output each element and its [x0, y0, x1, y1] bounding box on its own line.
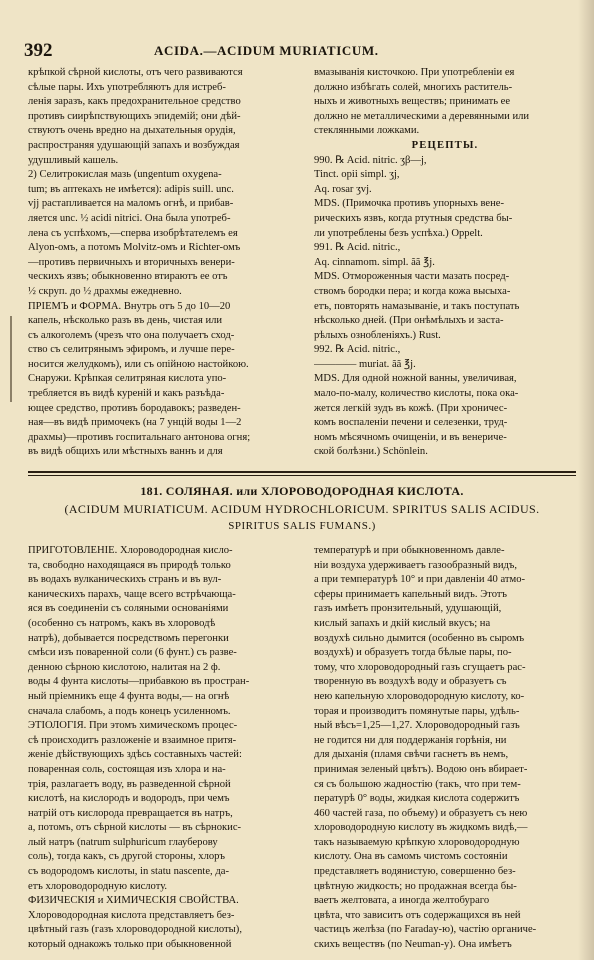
text-line: воды 4 фунта кислоты—прибавкою въ простран- [28, 676, 250, 688]
text-line: ныхъ и животныхъ веществъ; принимать ее [314, 96, 511, 108]
text-line: капель, нѣсколько разъ въ день, чистая или [28, 315, 223, 327]
section-divider [28, 471, 576, 473]
text-line: такъ называемую крѣпкую хлороводородную [314, 836, 520, 848]
text-line: ніи воздуха удерживаетъ газообразный видъ, [314, 559, 518, 571]
text-line: принимая зеленый цвѣтъ). Водою онъ вбирает- [314, 763, 528, 775]
text-line: Aq. cinnamom. simpl. ãã ℥j. [314, 256, 435, 268]
text-line: кислотѣ, на кислородъ и водородъ, при чемъ [28, 793, 230, 805]
text-line: сѣлые пары. Ихъ употребляютъ для истреб- [28, 81, 226, 93]
text-line: крѣпкой сѣрной кислоты, отъ чего развиваются [28, 67, 243, 78]
text-line: сначала слабомъ, а подъ конецъ усиленномъ. [28, 705, 231, 717]
text-line: для дыханія (пламя свѣчи гаснетъ въ немъ, [314, 749, 509, 761]
text-line: распространяя удушающій запахъ и возбуждая [28, 139, 240, 151]
text-line: жется легкій зудъ въ кожѣ. (При хроничес- [314, 402, 508, 414]
text-line: пературѣ 0° воды, жидкая кислота содержитъ [314, 793, 520, 805]
text-line: —противъ первичныхъ и вторичныхъ венери- [28, 256, 235, 268]
text-line: та, свободно находящаяся въ природѣ только [28, 559, 231, 571]
text-line: номъ мѣсячномъ очищеніи, и въ венериче- [314, 431, 507, 443]
text-line: представляетъ водянистую, совершенно без- [314, 866, 516, 878]
text-line: цвѣта, что зависитъ отъ содержащихся въ ней [314, 909, 521, 921]
text-line: натрѣ), добывается посредствомъ перегонки [28, 632, 229, 644]
text-line: должно не металлическими а деревянными или [314, 110, 530, 122]
text-line: мало-по-малу, количество кислоты, пока ока- [314, 388, 519, 400]
text-line: цвѣтный газъ (газъ хлороводородной кислоты), [28, 924, 242, 936]
text-line: ПРИГОТОВЛЕНІЕ. Хлороводородная кисло- [28, 545, 233, 556]
text-line: 2) Селитрокислая мазь (ungentum oxygena- [28, 169, 222, 181]
text-line: не годится ни для поддержанія горѣнія, ни [314, 734, 507, 746]
text-line: яся въ соединеніи съ соляными основаніями [28, 603, 229, 615]
text-line: ствуютъ очень вредно на дыхательныя орудія, [28, 125, 236, 137]
text-line: vjj растапливается на маломъ огнѣ, и прибав- [28, 198, 234, 210]
text-line: 990. ℞ Acid. nitric. ʒβ—j, [314, 154, 427, 166]
text-column-bottom-right [314, 544, 576, 953]
text-line: вмазыванія кисточкою. При употребленіи ея [314, 67, 515, 78]
text-column-top-right [314, 66, 576, 460]
text-line: ный пріемникъ еще 4 фунта воды,— на огнѣ [28, 690, 230, 702]
text-column-bottom-left [28, 544, 302, 953]
text-line: Хлороводородная кислота представляетъ без- [28, 909, 235, 921]
text-line: торая и производитъ помянутые пары, удѣль- [314, 705, 520, 717]
text-line: ная—въ видѣ примочекъ (на 7 унцій воды 1—2 [28, 417, 242, 429]
text-line: ся съ большою жадностію (такъ, что при тем- [314, 778, 521, 790]
text-line: творенную въ воздухѣ воду и образуетъ съ [314, 676, 507, 688]
text-line: 460 частей газа, по объему) и образуетъ съ нею [314, 807, 528, 819]
text-line: кислоту. Она въ самомъ чистомъ состояніи [314, 851, 508, 863]
text-line: комъ воспаленіи печени и селезенки, труд- [314, 417, 508, 429]
text-line: сѣ происходитъ разложеніе и взаимное притя- [28, 734, 237, 746]
text-line: въ водахъ вулканическихъ странъ и въ вул- [28, 574, 222, 586]
text-line: драхмы)—противъ госпитальнаго антонова огня; [28, 431, 251, 443]
text-line: ПРІЕМЪ и ФОРМА. Внутрь отъ 5 до 10—20 [28, 300, 231, 312]
text-line: ный вѣсъ=1,25—1,27. Хлороводородный газъ [314, 720, 520, 732]
text-line: съ водородомъ кислоты, in statu nascente, да- [28, 866, 229, 878]
text-line: Aq. rosar ʒvj. [314, 183, 372, 195]
text-line: лена съ успѣхомъ,—сперва изобрѣтателемъ ея [28, 227, 238, 239]
text-line: Снаружи. Крѣпкая селитряная кислота упо- [28, 373, 227, 385]
text-line: частицъ желѣза (по Faraday-ю), частію органиче- [314, 924, 537, 936]
text-line: въ видѣ общихъ или мѣстныхъ ваннъ и для [28, 446, 223, 458]
section-subtitle-latin: (ACIDUM MURIATICUM. ACIDUM HYDROCHLORICUM. SPIRITUS SALIS ACIDUS. [64, 502, 540, 516]
text-line: Alyon-омъ, а потомъ Molvitz-омъ и Richter-омъ [28, 242, 241, 254]
text-line: сферы принимаетъ капельный видъ. Этотъ [314, 588, 507, 600]
text-line: температурѣ и при обыкновенномъ давле- [314, 545, 505, 556]
text-line: а, потомъ, отъ сѣрной кислоты — въ сѣрнокис- [28, 822, 242, 834]
margin-pencil-mark [10, 316, 12, 402]
text-line: натрій отъ кислорода превращается въ натръ, [28, 807, 233, 819]
section-subtitle-latin-2: SPIRITUS SALIS FUMANS.) [228, 520, 376, 532]
text-line: съ алкоголемъ (чрезъ что она получаетъ сход- [28, 329, 235, 341]
text-line: етъ хлороводородную кислоту. [28, 880, 168, 892]
text-line: ваетъ желтовата, а иногда желтобураго [314, 895, 490, 907]
text-line: газъ имѣетъ пронзительный, удушающій, [314, 603, 502, 615]
text-line: ство съ селитрянымъ эфиромъ, и лучше пере- [28, 344, 235, 356]
text-line: удушливый кашель. [28, 154, 119, 166]
text-line: ЭТІОЛОГІЯ. При этомъ химическомъ процес- [28, 720, 238, 732]
text-line: цвѣтную жидкость; но продажная всегда бы- [314, 880, 517, 892]
page-fold-shadow [578, 0, 594, 960]
text-line: смѣси изъ поваренной соли (6 фунт.) съ разве- [28, 647, 237, 659]
text-line: тому, что хлороводородный газъ сгущаетъ рас- [314, 661, 526, 673]
text-line: ли употреблены безъ успѣха.) Орреlt. [314, 227, 483, 239]
text-line: ствомъ бородки пера; и когда кожа высыха- [314, 285, 511, 297]
text-line: Tinct. opii simpl. ʒj, [314, 169, 400, 181]
text-line: хлороводородную кислоту въ жидкомъ видѣ,— [314, 822, 528, 834]
text-line: ФИЗИЧЕСКІЯ и ХИМИЧЕСКІЯ СВОЙСТВА. [28, 895, 239, 907]
text-column-top-left [28, 66, 302, 460]
text-line: ской болѣзни.) Schönlein. [314, 446, 428, 458]
text-line: РЕЦЕПТЫ. [411, 139, 479, 151]
text-line: ющее средство, противъ бородавокъ; разведен- [28, 402, 241, 414]
text-line: ческихъ язвъ; обыкновенно втираютъ ее отъ [28, 271, 228, 283]
text-line: стеклянными ложками. [314, 125, 420, 137]
page-number: 392 [24, 40, 53, 61]
text-line: скихъ веществъ (по Neuman-у). Она имѣетъ [314, 939, 512, 951]
text-line: ½ скруп. до ½ драхмы ежедневно. [28, 285, 182, 297]
text-line: противъ сиирѣпствующихъ эпидемій; они дѣй- [28, 110, 241, 122]
text-line: воздухѣ сильно дымится (особенно въ сыромъ [314, 632, 525, 644]
text-line: етъ, повторять намазываніе, и такъ поступать [314, 300, 520, 312]
text-line: должно избѣгать солей, многихъ раститель- [314, 81, 513, 93]
text-line: нею капельную хлороводородную кислоту, ко- [314, 690, 525, 702]
text-line: (особенно съ натромъ, какъ въ хлороводѣ [28, 617, 216, 629]
section-divider-thin [28, 475, 576, 476]
text-line: ленія заразъ, какъ предохранительное средство [28, 96, 241, 108]
text-line: 991. ℞ Acid. nitric., [314, 242, 401, 254]
text-line: лый натръ (natrum sulphuricum глауберову [28, 836, 218, 848]
text-line: кислый запахъ и дкій кислый вкусъ; на [314, 617, 491, 629]
running-head: ACIDA.—ACIDUM MURIATICUM. [154, 43, 379, 58]
text-line: денною сѣрною кислотою, налитая на 2 ф. [28, 661, 221, 673]
page-header [24, 40, 572, 62]
text-line: ляется unc. ½ acidi nitrici. Она была употреб- [28, 212, 231, 224]
text-line: носится желудкомъ), или съ опійною настойкою. [28, 358, 249, 370]
text-line: поваренная соль, состоящая изъ хлора и на- [28, 763, 226, 775]
text-line: а при температурѣ 10° и при давленіи 40 атмо- [314, 574, 526, 586]
text-line: 992. ℞ Acid. nitric., [314, 344, 401, 356]
text-line: MDS. Для одной ножной ванны, увеличивая, [314, 373, 517, 385]
text-line: соль), тогда какъ, съ другой стороны, хлоръ [28, 851, 225, 863]
text-line: требляется въ видѣ куреній и какъ разъѣда- [28, 388, 225, 400]
text-line: воздухѣ) и образуетъ тогда бѣлые пары, по- [314, 647, 512, 659]
text-line: рѣлыхъ ознобленіяхъ.) Rust. [314, 329, 441, 341]
text-line: который однакожъ только при обыкновенной [28, 939, 232, 951]
text-line: tum; въ аптекахъ не имѣется): adipis suill. unc. [28, 183, 234, 195]
section-title: 181. СОЛЯНАЯ. или ХЛОРОВОДОРОДНАЯ КИСЛОТА. [140, 484, 464, 498]
text-line: MDS. (Примочка противъ упорныхъ вене- [314, 198, 504, 210]
text-line: трія, разлагаетъ воду, въ разведенной сѣрной [28, 778, 231, 790]
text-line: нѣсколько дней. (При онѣмѣлыхъ и заста- [314, 315, 504, 327]
text-line: рическихъ язвъ, когда ртутныя средства бы- [314, 212, 513, 224]
text-line: каническихъ парахъ, чаще всего встрѣчающа- [28, 588, 236, 600]
text-line: женіе дѣйствующихъ здѣсь составныхъ частей: [28, 749, 242, 761]
text-line: ———— muriat. ãã ℥j. [314, 358, 416, 370]
text-line: MDS. Отмороженныя части мазать посред- [314, 271, 510, 283]
